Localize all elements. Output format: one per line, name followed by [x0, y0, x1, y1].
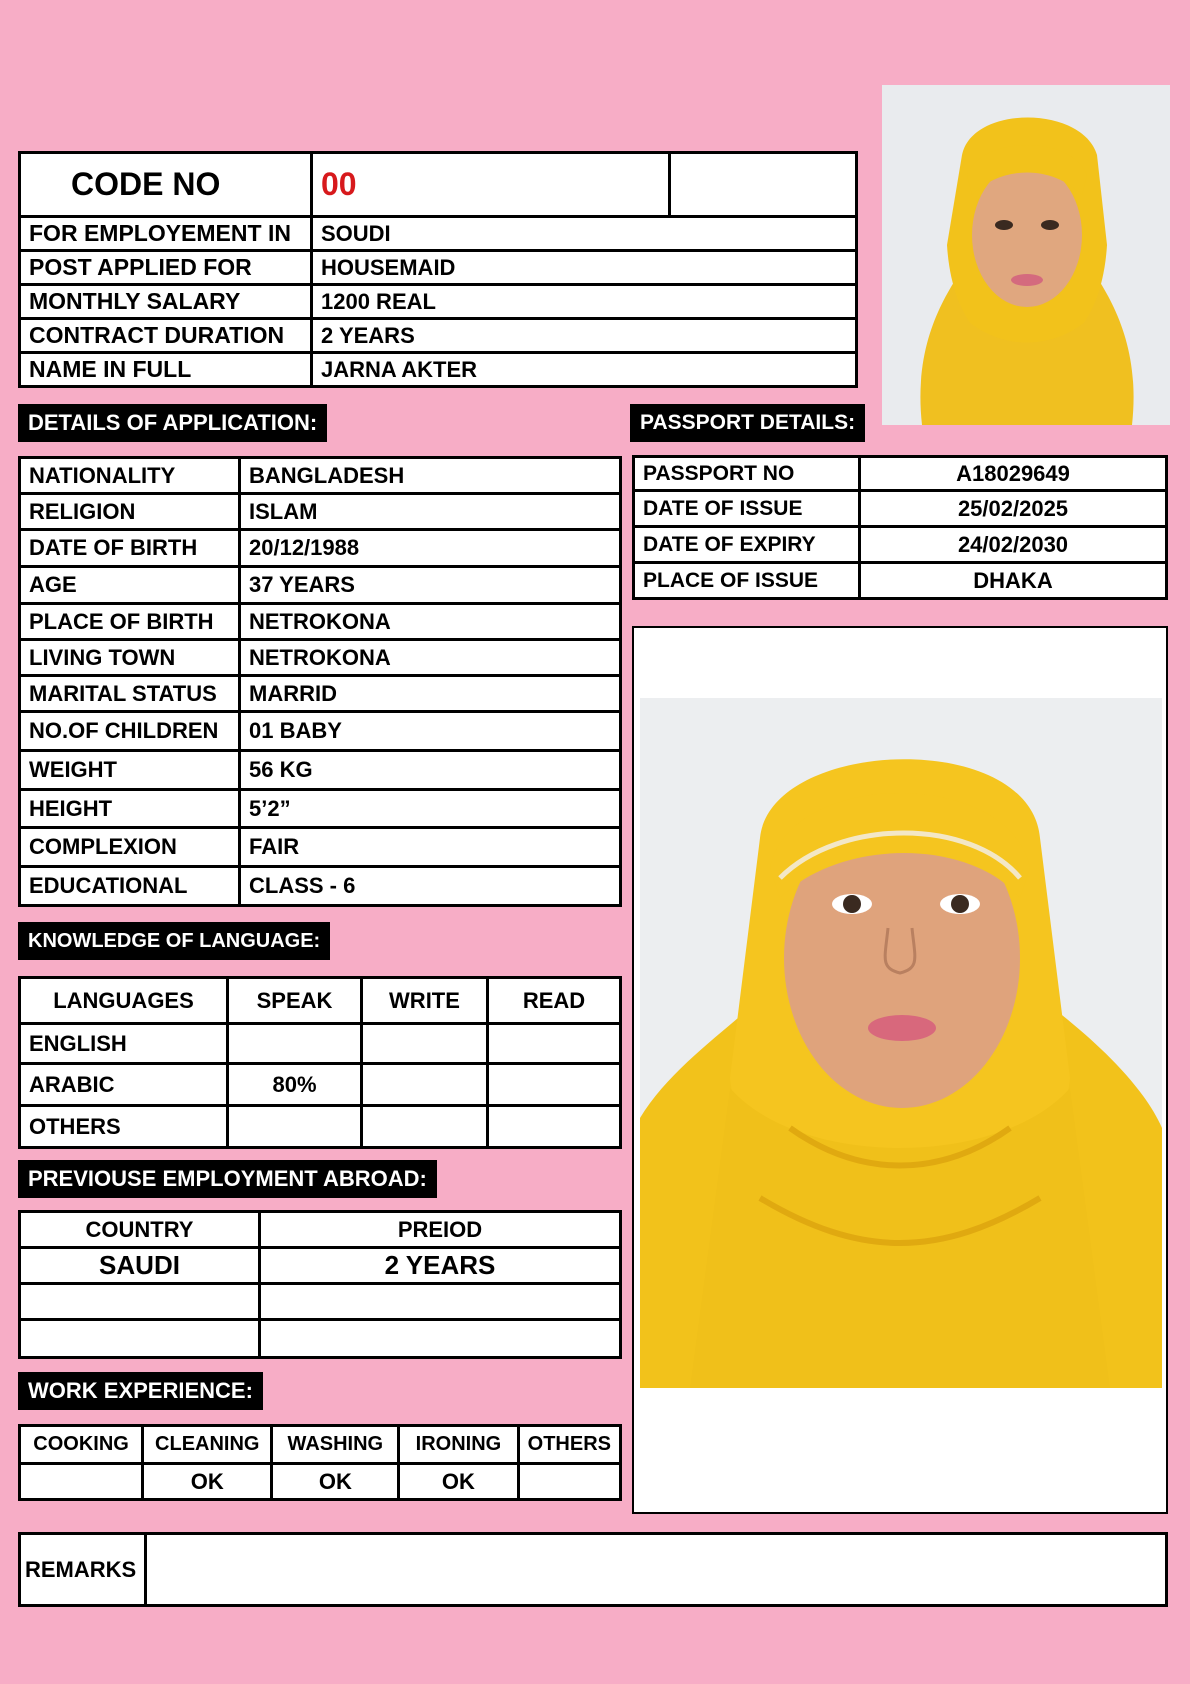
work-title: WORK EXPERIENCE: — [18, 1372, 263, 1410]
details-row-value: 20/12/1988 — [240, 530, 621, 567]
employment-table — [18, 1210, 622, 1359]
monthly-salary-value: 1200 REAL — [312, 285, 857, 319]
details-row-label: RELIGION — [20, 494, 240, 530]
passport-row-value: 25/02/2025 — [860, 491, 1167, 527]
details-row-value: NETROKONA — [240, 604, 621, 640]
language-speak — [228, 1106, 362, 1148]
details-row-value: 01 BABY — [240, 712, 621, 751]
employment-period — [260, 1320, 621, 1358]
details-row-label: MARITAL STATUS — [20, 676, 240, 712]
language-read — [488, 1064, 621, 1106]
details-row-label: HEIGHT — [20, 790, 240, 828]
details-row-value: MARRID — [240, 676, 621, 712]
employment-country — [20, 1320, 260, 1358]
passport-row-value: DHAKA — [860, 563, 1167, 599]
details-row-value: CLASS - 6 — [240, 867, 621, 906]
work-table — [18, 1424, 622, 1501]
name-in-full-value: JARNA AKTER — [312, 353, 857, 387]
work-header-washing: WASHING — [272, 1426, 399, 1464]
large-portrait-image — [640, 698, 1162, 1388]
language-header-languages: LANGUAGES — [20, 978, 228, 1024]
work-header-others: OTHERS — [518, 1426, 620, 1464]
passport-row-label: PASSPORT NO — [634, 457, 860, 491]
language-name: ARABIC — [20, 1064, 228, 1106]
language-speak: 80% — [228, 1064, 362, 1106]
remarks-table — [18, 1532, 1168, 1607]
employment-in-label: FOR EMPLOYEMENT IN — [20, 217, 312, 251]
header-table — [18, 151, 858, 388]
language-write — [362, 1024, 488, 1064]
small-photo — [882, 85, 1170, 425]
passport-table — [632, 455, 1168, 600]
details-row-value: FAIR — [240, 828, 621, 867]
language-header-write: WRITE — [362, 978, 488, 1024]
details-row-value: BANGLADESH — [240, 458, 621, 494]
details-row-value: NETROKONA — [240, 640, 621, 676]
language-name: OTHERS — [20, 1106, 228, 1148]
language-header-read: READ — [488, 978, 621, 1024]
contract-duration-label: CONTRACT DURATION — [20, 319, 312, 353]
employment-period: 2 YEARS — [260, 1248, 621, 1284]
details-row-label: NATIONALITY — [20, 458, 240, 494]
language-name: ENGLISH — [20, 1024, 228, 1064]
work-value-cooking — [20, 1464, 143, 1500]
work-value-washing: OK — [272, 1464, 399, 1500]
details-row-label: WEIGHT — [20, 751, 240, 790]
work-value-others — [518, 1464, 620, 1500]
employment-country — [20, 1284, 260, 1320]
language-speak — [228, 1024, 362, 1064]
details-row-value: 37 YEARS — [240, 567, 621, 604]
language-table — [18, 976, 622, 1149]
details-row-label: DATE OF BIRTH — [20, 530, 240, 567]
monthly-salary-label: MONTHLY SALARY — [20, 285, 312, 319]
large-photo-frame — [632, 626, 1168, 1514]
work-header-cleaning: CLEANING — [143, 1426, 272, 1464]
details-row-value: ISLAM — [240, 494, 621, 530]
work-header-ironing: IRONING — [399, 1426, 518, 1464]
small-portrait-image — [882, 85, 1170, 425]
details-row-value: 56 KG — [240, 751, 621, 790]
details-row-label: COMPLEXION — [20, 828, 240, 867]
code-extra-cell — [670, 153, 857, 217]
details-row-label: NO.OF CHILDREN — [20, 712, 240, 751]
contract-duration-value: 2 YEARS — [312, 319, 857, 353]
language-write — [362, 1064, 488, 1106]
passport-row-label: DATE OF ISSUE — [634, 491, 860, 527]
passport-title: PASSPORT DETAILS: — [630, 404, 865, 442]
language-read — [488, 1106, 621, 1148]
post-applied-label: POST APPLIED FOR — [20, 251, 312, 285]
employment-period — [260, 1284, 621, 1320]
passport-row-value: 24/02/2030 — [860, 527, 1167, 563]
details-row-value: 5’2” — [240, 790, 621, 828]
employment-header-country: COUNTRY — [20, 1212, 260, 1248]
employment-in-value: SOUDI — [312, 217, 857, 251]
employment-header-period: PREIOD — [260, 1212, 621, 1248]
post-applied-value: HOUSEMAID — [312, 251, 857, 285]
employment-country: SAUDI — [20, 1248, 260, 1284]
code-value: 00 — [312, 153, 670, 217]
code-label: CODE NO — [20, 153, 312, 217]
language-read — [488, 1024, 621, 1064]
employment-title: PREVIOUSE EMPLOYMENT ABROAD: — [18, 1160, 437, 1198]
passport-row-label: DATE OF EXPIRY — [634, 527, 860, 563]
remarks-label: REMARKS — [20, 1534, 146, 1606]
details-table — [18, 456, 622, 907]
work-header-cooking: COOKING — [20, 1426, 143, 1464]
work-value-ironing: OK — [399, 1464, 518, 1500]
name-in-full-label: NAME IN FULL — [20, 353, 312, 387]
language-title: KNOWLEDGE OF LANGUAGE: — [18, 922, 330, 960]
details-row-label: EDUCATIONAL — [20, 867, 240, 906]
passport-row-label: PLACE OF ISSUE — [634, 563, 860, 599]
work-value-cleaning: OK — [143, 1464, 272, 1500]
remarks-value — [146, 1534, 1167, 1606]
details-title: DETAILS OF APPLICATION: — [18, 404, 327, 442]
language-write — [362, 1106, 488, 1148]
details-row-label: LIVING TOWN — [20, 640, 240, 676]
language-header-speak: SPEAK — [228, 978, 362, 1024]
details-row-label: AGE — [20, 567, 240, 604]
details-row-label: PLACE OF BIRTH — [20, 604, 240, 640]
passport-row-value: A18029649 — [860, 457, 1167, 491]
